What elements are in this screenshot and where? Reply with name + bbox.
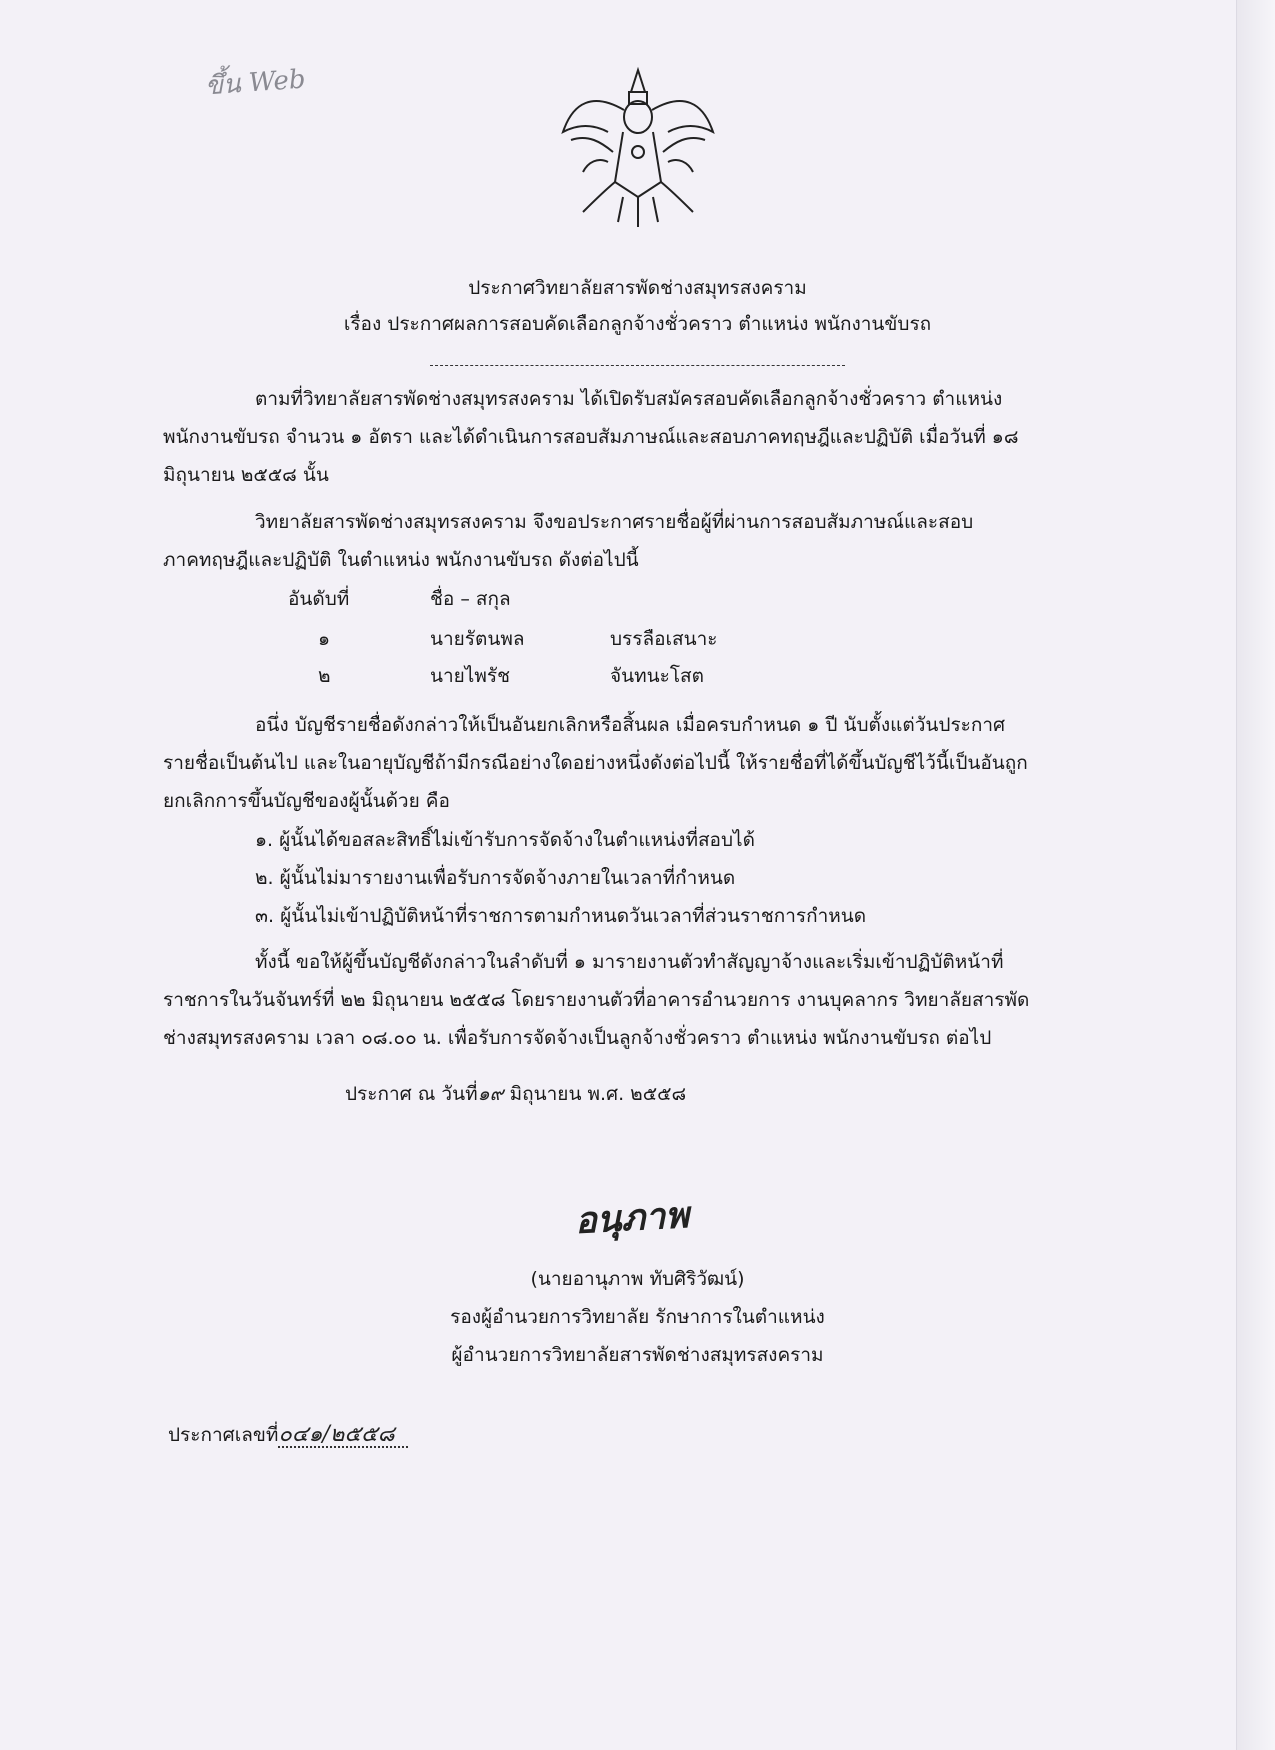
- signer-name: (นายอานุภาพ ทับศิริวัฒน์): [530, 1268, 745, 1290]
- paragraph-1-line-1: ตามที่วิทยาลัยสารพัดช่างสมุทรสงคราม ได้เปิดรับสมัครสอบคัดเลือกลูกจ้างชั่วคราว ตำแหน่ง: [255, 388, 1003, 410]
- announcement-number-field: [278, 1424, 408, 1448]
- announce-date: [345, 1085, 686, 1104]
- table-header-name: ชื่อ – สกุล: [430, 588, 511, 610]
- paragraph-1-line-2: พนักงานขับรถ จำนวน ๑ อัตรา และได้ดำเนินการสอบสัมภาษณ์และสอบภาคทฤษฎีและปฏิบัติ เมื่อวันที่ ๑๘: [163, 426, 1019, 448]
- condition-2: ๒. ผู้นั้นไม่มารายงานเพื่อรับการจัดจ้างภายในเวลาที่กำหนด: [255, 867, 736, 889]
- paragraph-4-line-2: ราชการในวันจันทร์ที่ ๒๒ มิถุนายน ๒๕๕๘ โดยรายงานตัวที่อาคารอำนวยการ งานบุคลากร วิทยาลัยสารพัด: [163, 989, 1030, 1011]
- table-row-2-first-name: นายไพรัช: [430, 665, 510, 687]
- page-edge: [1236, 0, 1275, 1750]
- condition-3: ๓. ผู้นั้นไม่เข้าปฏิบัติหน้าที่ราชการตามกำหนดวันเวลาที่ส่วนราชการกำหนด: [255, 905, 867, 927]
- signer-position-1: รองผู้อำนวยการวิทยาลัย รักษาการในตำแหน่ง: [450, 1306, 825, 1328]
- paragraph-1-line-3: มิถุนายน ๒๕๕๘ นั้น: [163, 464, 329, 486]
- paragraph-4-line-1: ทั้งนี้ ขอให้ผู้ขึ้นบัญชีดังกล่าวในลำดับที่ ๑ มารายงานตัวทำสัญญาจ้างและเริ่มเข้าปฏิบัติหน้าที่: [255, 951, 1004, 973]
- paragraph-3-line-2: รายชื่อเป็นต้นไป และในอายุบัญชีถ้ามีกรณีอย่างใดอย่างหนึ่งดังต่อไปนี้ ให้รายชื่อที่ได้ขึ้นบัญชีไว้นี้เป็นอันถูก: [163, 752, 1028, 774]
- signature-image: อนุภาพ: [573, 1194, 690, 1242]
- table-row-1-last-name: บรรลือเสนาะ: [610, 628, 718, 650]
- table-row-1-first-name: นายรัตนพล: [430, 628, 525, 650]
- garuda-emblem-icon: [553, 62, 723, 232]
- announcement-title: ประกาศวิทยาลัยสารพัดช่างสมุทรสงคราม: [468, 277, 807, 299]
- paragraph-2-line-1: วิทยาลัยสารพัดช่างสมุทรสงคราม จึงขอประกาศรายชื่อผู้ที่ผ่านการสอบสัมภาษณ์และสอบ: [255, 511, 974, 533]
- announcement-number-value: ๐๔๑/๒๕๕๘: [278, 1422, 395, 1447]
- announcement-number-label: ประกาศเลขที่: [168, 1424, 279, 1446]
- paragraph-4-line-3: ช่างสมุทรสงคราม เวลา ๐๘.๐๐ น. เพื่อรับการจัดจ้างเป็นลูกจ้างชั่วคราว ตำแหน่ง พนักงานขับรถ ต่อไป: [163, 1027, 992, 1049]
- table-row-1-rank: ๑: [318, 628, 331, 650]
- announcement-number: [168, 1424, 408, 1448]
- condition-1: ๑. ผู้นั้นได้ขอสละสิทธิ์ไม่เข้ารับการจัดจ้างในตำแหน่งที่สอบได้: [255, 829, 755, 851]
- announce-date-day: ๑๙: [477, 1083, 504, 1105]
- table-header-rank: อันดับที่: [288, 588, 350, 610]
- announcement-subject: เรื่อง ประกาศผลการสอบคัดเลือกลูกจ้างชั่วคราว ตำแหน่ง พนักงานขับรถ: [343, 313, 932, 335]
- paragraph-3-line-3: ยกเลิกการขึ้นบัญชีของผู้นั้นด้วย คือ: [163, 790, 450, 812]
- divider: [430, 365, 845, 366]
- paragraph-2-line-2: ภาคทฤษฎีและปฏิบัติ ในตำแหน่ง พนักงานขับรถ ดังต่อไปนี้: [163, 549, 639, 571]
- table-row-2-rank: ๒: [318, 665, 331, 687]
- table-row-2-last-name: จันทนะโสต: [610, 665, 704, 687]
- paragraph-3-line-1: อนึ่ง บัญชีรายชื่อดังกล่าวให้เป็นอันยกเลิกหรือสิ้นผล เมื่อครบกำหนด ๑ ปี นับตั้งแต่วันประกาศ: [255, 714, 1006, 736]
- announce-date-suffix: มิถุนายน พ.ศ. ๒๕๕๘: [509, 1083, 687, 1105]
- announce-date-prefix: ประกาศ ณ วันที่: [345, 1083, 478, 1105]
- signer-position-2: ผู้อำนวยการวิทยาลัยสารพัดช่างสมุทรสงคราม: [451, 1344, 824, 1366]
- handwritten-note: ขึ้น Web: [204, 64, 307, 102]
